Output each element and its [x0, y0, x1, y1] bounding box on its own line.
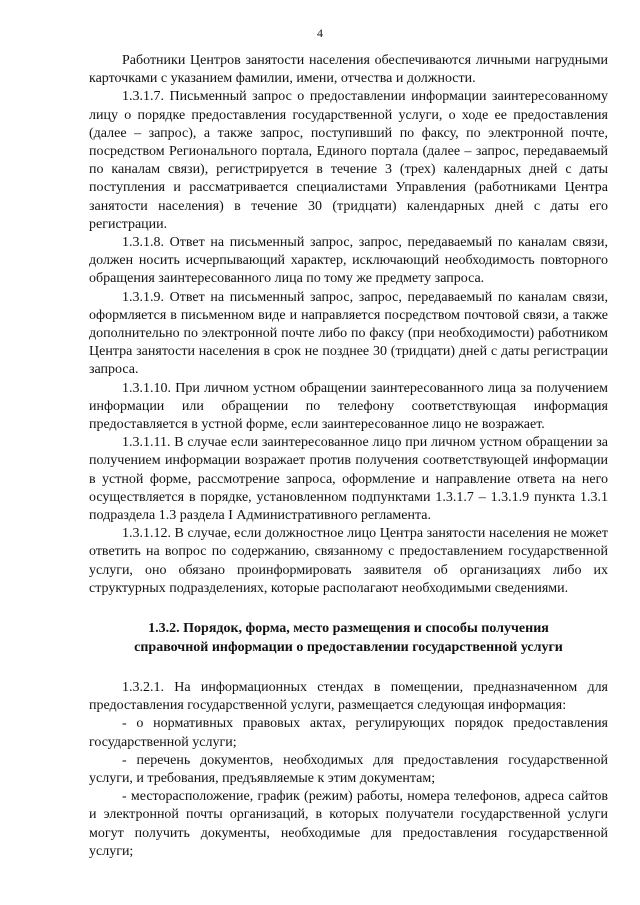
paragraph-1-3-1-8: 1.3.1.8. Ответ на письменный запрос, запрос, передаваемый по каналам связи, должен носить исчерпывающий характер, исключающий необходимость повторного обращения заинтересованного лица по тому же предмету запроса. — [89, 235, 608, 287]
page-number: 4 — [317, 26, 323, 40]
paragraph-1-3-1-10: 1.3.1.10. При личном устном обращении заинтересованного лица за получением информации или обращении по телефону соответствующая информация предоставляется в устной форме, если заинтересованное лицо не возражает. — [89, 380, 608, 433]
paragraph-badges: Работники Центров занятости населения обеспечиваются личными нагрудными карточками с указанием фамилии, имени, отчества и должности. — [89, 53, 608, 87]
paragraph-1-3-1-11: 1.3.1.11. В случае если заинтересованное лицо при личном устном обращении за получением информации возражает против получения соответствующей информации в устной форме, рассмотрение запроса, оформление и направление ответа на него осуществляется в порядке, установленном подпунктами 1.3.1.7 – 1.3.1.9 пункта 1.3.1 подраздела 1.3 раздела I Административного регламента. — [89, 435, 608, 524]
section-heading-line-1: 1.3.2. Порядок, форма, место размещения и способы получения — [148, 621, 549, 637]
paragraph-1-3-1-12: 1.3.1.12. В случае, если должностное лицо Центра занятости населения не может ответить на вопрос по содержанию, связанному с предоставлением государственной услуги, оно обязано проинформировать заявителя об организациях либо их структурных подразделениях, которые располагают необходимыми сведениями. — [89, 526, 608, 596]
document-body — [89, 52, 608, 861]
paragraph-1-3-1-9: 1.3.1.9. Ответ на письменный запрос, запрос, передаваемый по каналам связи, оформляется в письменном виде и направляется посредством почтовой связи, а также дополнительно по электронной почте либо по факсу (при необходимости) работником Центра занятости населения в срок не позднее 30 (тридцати) дней с даты регистрации запроса. — [89, 289, 608, 378]
section-heading-1-3-2 — [89, 620, 608, 657]
list-item-normative-acts: - о нормативных правовых актах, регулирующих порядок предоставления государственной услуги; — [89, 716, 608, 750]
paragraph-1-3-1-7: 1.3.1.7. Письменный запрос о предоставлении информации заинтересованному лицу о порядке предоставления государственной услуги, о ходе ее предоставления (далее – запрос), а также запрос, поступивший по факсу, по электронной почте, посредством Регионального портала, Единого портала (далее – запрос, передаваемый по каналам связи), регистрируется в течение 3 (трех) календарных дней с даты поступления и рассматривается специалистами Управления (работниками Центра занятости населения) в течение 30 (тридцати) календарных дней с даты его регистрации. — [89, 89, 608, 232]
section-heading-line-2: справочной информации о предоставлении государственной услуги — [134, 639, 563, 655]
list-item-location-schedule: - месторасположение, график (режим) работы, номера телефонов, адреса сайтов и электронной почты организаций, в которых получатели государственной услуги могут получить документы, необходимые для предоставления государственной услуги; — [89, 789, 608, 859]
list-item-documents: - перечень документов, необходимых для предоставления государственной услуги, и требования, предъявляемые к этим документам; — [89, 752, 608, 786]
paragraph-1-3-2-1: 1.3.2.1. На информационных стендах в помещении, предназначенном для предоставления государственной услуги, размещается следующая информация: — [89, 679, 608, 714]
